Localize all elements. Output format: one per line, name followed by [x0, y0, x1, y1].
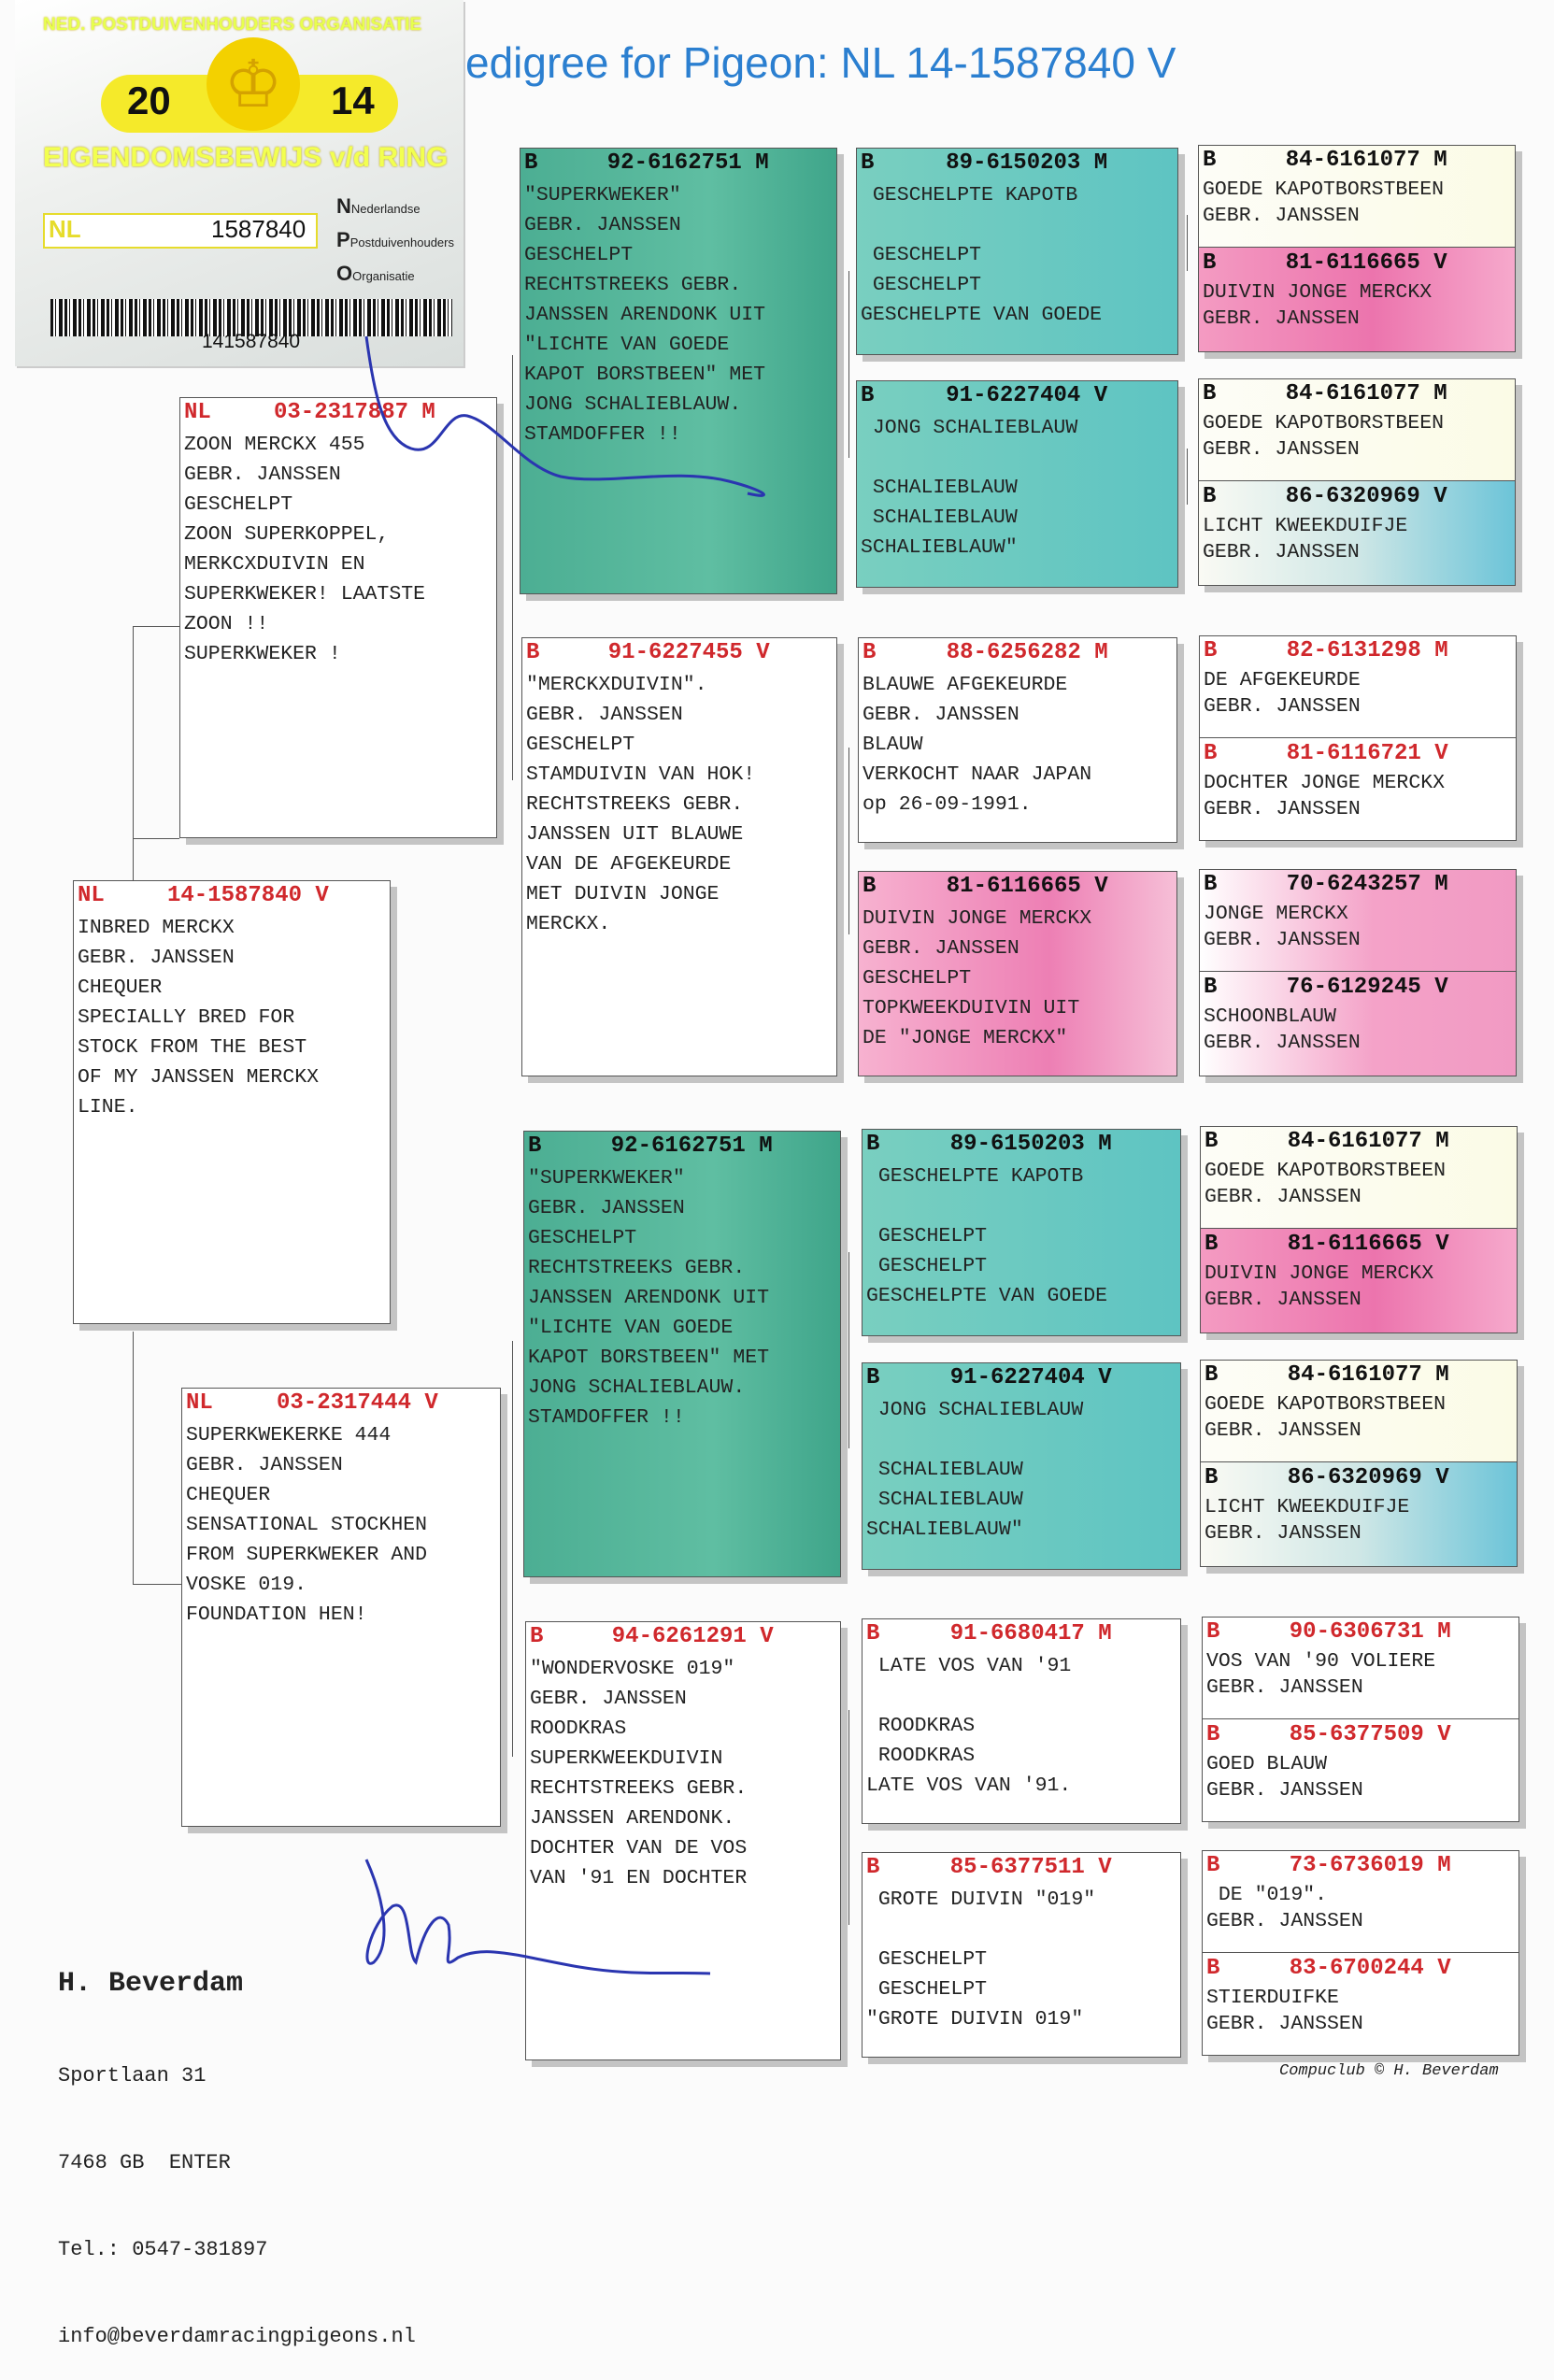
ring-prefix: B [866, 1131, 880, 1157]
pigeon-description: LATE VOS VAN '91 ROODKRAS ROODKRAS LATE VOS VAN '91. [866, 1655, 1072, 1797]
ring-number: 03-2317887 M [273, 399, 435, 425]
ring-prefix: B [1205, 1362, 1219, 1388]
ring-prefix: B [861, 150, 875, 176]
ring-prefix: B [866, 1854, 880, 1880]
ring-number: 81-6116665 V [946, 873, 1108, 899]
ring-number: 85-6377509 V [1289, 1722, 1451, 1747]
ring-year-left: 20 [127, 78, 171, 122]
ring-prefix: B [526, 639, 540, 665]
ring-prefix: B [863, 639, 877, 665]
pigeon-description: VOS VAN '90 VOLIERE GEBR. JANSSEN [1206, 1650, 1436, 1699]
ring-prefix: B [524, 150, 538, 176]
pigeon-description: ZOON MERCKX 455 GEBR. JANSSEN GESCHELPT ZOON SUPERKOPPEL, MERKCXDUIVIN EN SUPERKWEKER! LAATSTE ZOON !! SUPERKWEKER ! [184, 434, 426, 665]
ring-prefix: B [1205, 1232, 1219, 1257]
page-title: edigree for Pigeon: NL 14-1587840 V [465, 38, 1176, 87]
breeder-email[interactable]: info@beverdamracingpigeons.nl [58, 2325, 416, 2348]
ring-prefix: B [1206, 1853, 1220, 1878]
pigeon-description: JONGE MERCKX GEBR. JANSSEN [1204, 903, 1361, 951]
ring-number: 89-6150203 M [946, 150, 1108, 176]
pigeon-description: JONG SCHALIEBLAUW SCHALIEBLAUW SCHALIEBLAUW SCHALIEBLAUW" [866, 1399, 1084, 1541]
ring-number: 85-6377511 V [949, 1854, 1112, 1880]
ring-prefix: B [1205, 1129, 1219, 1154]
ring-prefix: B [1203, 148, 1217, 173]
npo-line-1: Nederlandse [350, 202, 421, 216]
ring-prefix: B [1206, 1956, 1220, 1981]
ring-number: 91-6227455 V [607, 639, 770, 665]
pigeon-description: GOEDE KAPOTBORSTBEEN GEBR. JANSSEN [1205, 1160, 1447, 1208]
ring-number: 81-6116665 V [1285, 250, 1447, 276]
ring-card-title: EIGENDOMSBEWIJS v/d RING [43, 142, 449, 173]
ring-number: 03-2317444 V [276, 1390, 438, 1416]
pigeon-description: GROTE DUIVIN "019" GESCHELPT GESCHELPT "GROTE DUIVIN 019" [866, 1888, 1096, 2031]
ring-number: 90-6306731 M [1289, 1619, 1451, 1645]
pigeon-description: DE "019". GEBR. JANSSEN [1206, 1884, 1363, 1932]
ring-number: 81-6116721 V [1286, 741, 1448, 766]
pigeon-description: INBRED MERCKX GEBR. JANSSEN CHEQUER SPECIALLY BRED FOR STOCK FROM THE BEST OF MY JANSSEN MERCKX LINE. [78, 917, 320, 1119]
breeder-street: Sportlaan 31 [58, 2064, 207, 2088]
pigeon-description: DUIVIN JONGE MERCKX GEBR. JANSSEN [1203, 281, 1433, 330]
pigeon-description: GOEDE KAPOTBORSTBEEN GEBR. JANSSEN [1203, 412, 1445, 461]
pigeon-description: SUPERKWEKERKE 444 GEBR. JANSSEN CHEQUER SENSATIONAL STOCKHEN FROM SUPERKWEKER AND VOSKE 019. FOUNDATION HEN! [186, 1424, 428, 1626]
ring-prefix: B [861, 382, 875, 408]
ring-prefix: NL [186, 1390, 213, 1416]
signature [366, 1860, 710, 1974]
ring-number: 84-6161077 M [1287, 1129, 1449, 1154]
ring-number: 76-6129245 V [1286, 975, 1448, 1000]
ring-number: 84-6161077 M [1285, 148, 1447, 173]
ring-prefix: NL [184, 399, 211, 425]
ring-number: 82-6131298 M [1286, 638, 1448, 663]
ring-number: 84-6161077 M [1287, 1362, 1449, 1388]
pigeon-description: SCHOONBLAUW GEBR. JANSSEN [1204, 1005, 1361, 1054]
pigeon-description: DOCHTER JONGE MERCKX GEBR. JANSSEN [1204, 772, 1446, 820]
ring-number: 88-6256282 M [946, 639, 1108, 665]
pigeon-description: "SUPERKWEKER" GEBR. JANSSEN GESCHELPT RECHTSTREEKS GEBR. JANSSEN ARENDONK UIT "LICHTE VAN GOEDE KAPOT BORSTBEEN" MET JONG SCHALIEBLAUW. STAMDOFFER !! [528, 1167, 770, 1429]
breeder-phone: Tel.: 0547-381897 [58, 2238, 268, 2261]
ring-org-name: NED. POSTDUIVENHOUDERS ORGANISATIE [43, 15, 422, 35]
pigeon-description: LICHT KWEEKDUIFJE GEBR. JANSSEN [1203, 515, 1408, 563]
ring-prefix: B [1204, 741, 1218, 766]
pigeon-description: DE AFGEKEURDE GEBR. JANSSEN [1204, 669, 1361, 718]
pigeon-description: GOEDE KAPOTBORSTBEEN GEBR. JANSSEN [1203, 178, 1445, 227]
barcode-number: 141587840 [202, 331, 301, 352]
pigeon-description: DUIVIN JONGE MERCKX GEBR. JANSSEN GESCHELPT TOPKWEEKDUIVIN UIT DE "JONGE MERCKX" [863, 907, 1092, 1049]
ring-number: 70-6243257 M [1286, 872, 1448, 897]
pigeon-description: GESCHELPTE KAPOTB GESCHELPT GESCHELPT GESCHELPTE VAN GOEDE [866, 1165, 1108, 1307]
pigeon-description: "WONDERVOSKE 019" GEBR. JANSSEN ROODKRAS SUPERKWEEKDUIVIN RECHTSTREEKS GEBR. JANSSEN ARENDONK. DOCHTER VAN DE VOS VAN '91 EN DOCHTER [530, 1658, 748, 1889]
ring-number: 84-6161077 M [1285, 381, 1447, 406]
ink-stroke-ring [366, 336, 763, 495]
pigeon-description: LICHT KWEEKDUIFJE GEBR. JANSSEN [1205, 1496, 1410, 1545]
ring-prefix: B [1203, 250, 1217, 276]
ring-prefix: B [1206, 1619, 1220, 1645]
ring-number: 92-6162751 M [610, 1133, 773, 1159]
npo-line-3: Organisatie [352, 269, 415, 283]
ring-number: 81-6116665 V [1287, 1232, 1449, 1257]
ring-number: 92-6162751 M [606, 150, 769, 176]
ring-prefix: B [1204, 975, 1218, 1000]
pigeon-description: STIERDUIFKE GEBR. JANSSEN [1206, 1987, 1363, 2035]
ring-number: 91-6227404 V [949, 1364, 1112, 1390]
ring-country: NL [49, 215, 81, 243]
ring-year-right: 14 [331, 78, 375, 122]
ring-prefix: B [1203, 484, 1217, 509]
breeder-city: 7468 GB ENTER [58, 2151, 231, 2174]
ring-prefix: B [1204, 638, 1218, 663]
ring-prefix: B [528, 1133, 542, 1159]
ring-prefix: B [866, 1364, 880, 1390]
ring-prefix: B [1204, 872, 1218, 897]
ring-number: 86-6320969 V [1287, 1465, 1449, 1490]
ring-number: 91-6227404 V [946, 382, 1108, 408]
ring-number: 89-6150203 M [949, 1131, 1112, 1157]
npo-line-2: Postduivenhouders [349, 235, 454, 249]
ring-number: 83-6700244 V [1289, 1956, 1451, 1981]
pigeon-description: GOED BLAUW GEBR. JANSSEN [1206, 1753, 1363, 1802]
ring-prefix: B [1203, 381, 1217, 406]
pigeon-description: "MERCKXDUIVIN". GEBR. JANSSEN GESCHELPT STAMDUIVIN VAN HOK! RECHTSTREEKS GEBR. JANSSEN UIT BLAUWE VAN DE AFGEKEURDE MET DUIVIN JONGE MERCKX. [526, 674, 756, 935]
pigeon-description: JONG SCHALIEBLAUW SCHALIEBLAUW SCHALIEBLAUW SCHALIEBLAUW" [861, 417, 1078, 559]
copyright: Compuclub © H. Beverdam [1279, 2062, 1499, 2080]
ring-number: 94-6261291 V [611, 1623, 774, 1649]
lion-crest-icon: ♔ [207, 37, 300, 131]
pigeon-description: BLAUWE AFGEKEURDE GEBR. JANSSEN BLAUW VERKOCHT NAAR JAPAN op 26-09-1991. [863, 674, 1092, 816]
ring-prefix: B [1206, 1722, 1220, 1747]
ring-prefix: NL [78, 882, 105, 908]
ring-prefix: B [866, 1620, 880, 1646]
ring-number: 73-6736019 M [1289, 1853, 1451, 1878]
ring-prefix: B [1205, 1465, 1219, 1490]
breeder-name: H. Beverdam [58, 1968, 244, 2000]
ring-prefix: B [863, 873, 877, 899]
ring-prefix: B [530, 1623, 544, 1649]
ring-number: 91-6680417 M [949, 1620, 1112, 1646]
ring-number: 1587840 [211, 215, 307, 243]
pigeon-description: GESCHELPTE KAPOTB GESCHELPT GESCHELPT GESCHELPTE VAN GOEDE [861, 184, 1103, 326]
ring-number: 86-6320969 V [1285, 484, 1447, 509]
pigeon-description: DUIVIN JONGE MERCKX GEBR. JANSSEN [1205, 1262, 1434, 1311]
pigeon-description: "SUPERKWEKER" GEBR. JANSSEN GESCHELPT RECHTSTREEKS GEBR. JANSSEN ARENDONK UIT "LICHTE VAN GOEDE KAPOT BORSTBEEN" MET JONG SCHALIEBLAUW. STAMDOFFER !! [524, 184, 766, 446]
pigeon-description: GOEDE KAPOTBORSTBEEN GEBR. JANSSEN [1205, 1393, 1447, 1442]
ring-number: 14-1587840 V [166, 882, 329, 908]
npo-logo-text: NNederlandse PPostduivenhouders OOrganisatie [336, 194, 454, 285]
